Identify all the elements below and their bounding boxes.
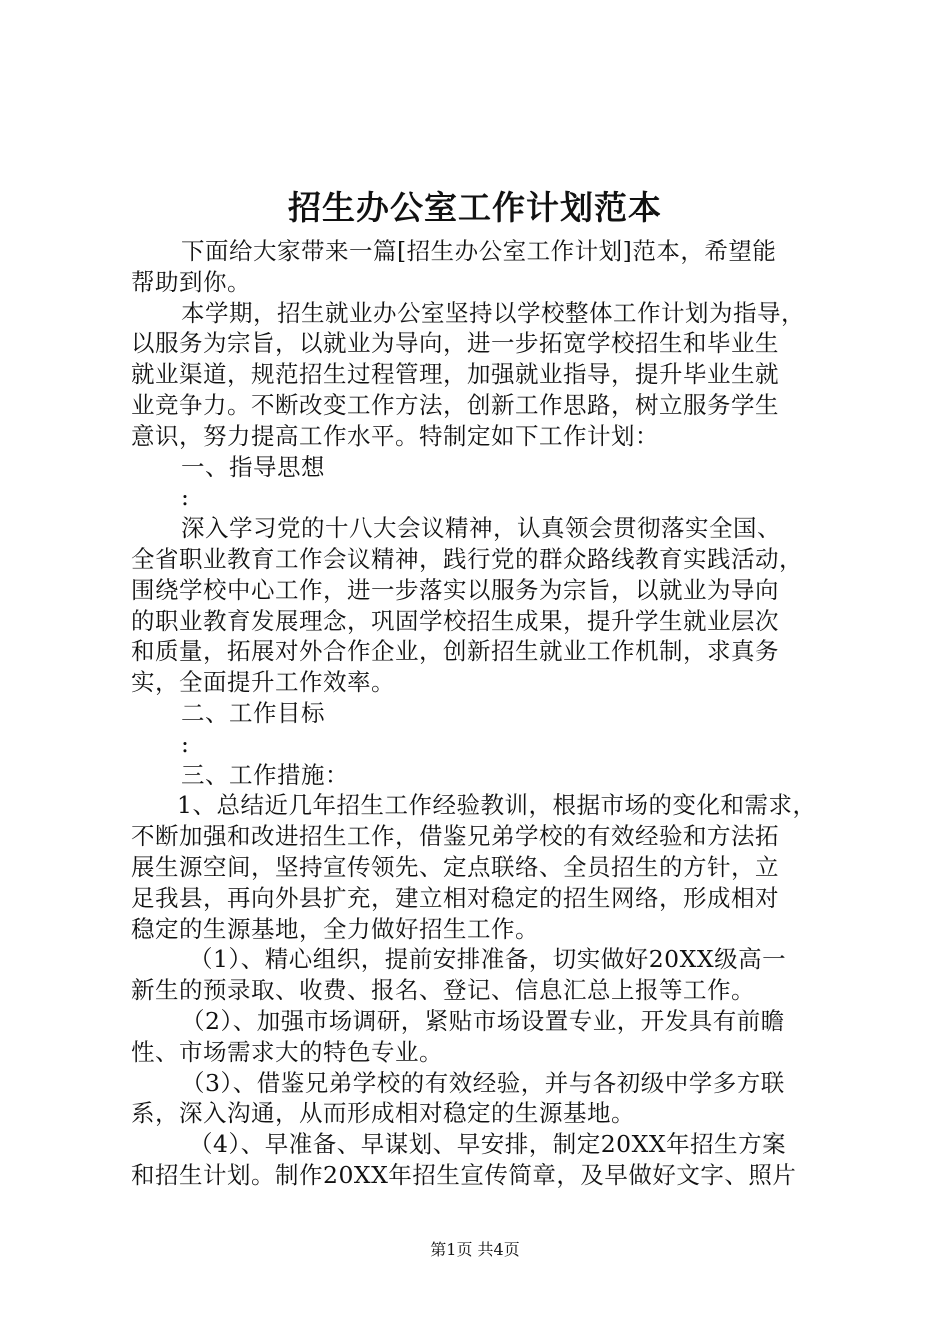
- paragraph-line: 不断加强和改进招生工作，借鉴兄弟学校的有效经验和方法拓: [131, 822, 779, 851]
- paragraph-line: 全省职业教育工作会议精神，践行党的群众路线教育实践活动，: [131, 544, 803, 573]
- paragraph-line: 和质量，拓展对外合作企业，创新招生就业工作机制，求真务: [131, 637, 779, 666]
- paragraph-line: 本学期，招生就业办公室坚持以学校整体工作计划为指导，: [181, 298, 805, 327]
- paragraph-line: 稳定的生源基地，全力做好招生工作。: [131, 914, 539, 943]
- paragraph-line: （3）、借鉴兄弟学校的有效经验，并与各初级中学多方联: [181, 1068, 785, 1097]
- paragraph-line: :: [181, 483, 190, 512]
- paragraph-line: 就业渠道，规范招生过程管理，加强就业指导，提升毕业生就: [131, 360, 779, 389]
- paragraph-line: 系，深入沟通，从而形成相对稳定的生源基地。: [131, 1099, 635, 1128]
- paragraph-line: 和招生计划。制作20XX年招生宣传简章，及早做好文字、照片: [131, 1160, 797, 1189]
- paragraph-line: 足我县，再向外县扩充，建立相对稳定的招生网络，形成相对: [131, 883, 779, 912]
- paragraph-line: 以服务为宗旨，以就业为导向，进一步拓宽学校招生和毕业生: [131, 329, 779, 358]
- paragraph-line: 下面给大家带来一篇[招生办公室工作计划]范本，希望能: [181, 237, 777, 265]
- paragraph-line: 展生源空间，坚持宣传领先、定点联络、全员招生的方针，立: [131, 852, 779, 881]
- paragraph-line: 1、总结近几年招生工作经验教训，根据市场的变化和需求，: [177, 791, 817, 820]
- paragraph-line: 业竞争力。不断改变工作方法，创新工作思路，树立服务学生: [131, 390, 779, 419]
- section-heading: 一、指导思想: [181, 452, 325, 481]
- paragraph-line: （4）、早准备、早谋划、早安排，制定20XX年招生方案: [189, 1130, 787, 1159]
- paragraph-line: 深入学习党的十八大会议精神，认真领会贯彻落实全国、: [181, 514, 781, 543]
- paragraph-line: 围绕学校中心工作，进一步落实以服务为宗旨，以就业为导向: [131, 575, 779, 604]
- paragraph-line: 帮助到你。: [131, 267, 251, 296]
- paragraph-line: 的职业教育发展理念，巩固学校招生成果，提升学生就业层次: [131, 606, 779, 635]
- paragraph-line: 意识，努力提高工作水平。特制定如下工作计划：: [131, 421, 659, 450]
- section-heading: 二、工作目标: [181, 698, 325, 727]
- paragraph-line: （2）、加强市场调研，紧贴市场设置专业，开发具有前瞻: [181, 1006, 785, 1035]
- paragraph-line: :: [181, 729, 190, 758]
- paragraph-line: 性、市场需求大的特色专业。: [131, 1037, 443, 1066]
- paragraph-line: （1）、精心组织，提前安排准备，切实做好20XX级高一: [189, 945, 787, 974]
- document-body: [131, 236, 831, 1191]
- page-number-footer: 第1页 共4页: [430, 1240, 520, 1259]
- section-heading: 三、工作措施：: [181, 760, 349, 789]
- paragraph-line: 新生的预录取、收费、报名、登记、信息汇总上报等工作。: [131, 976, 755, 1005]
- document-title: 招生办公室工作计划范本: [288, 188, 662, 227]
- paragraph-line: 实，全面提升工作效率。: [131, 668, 395, 697]
